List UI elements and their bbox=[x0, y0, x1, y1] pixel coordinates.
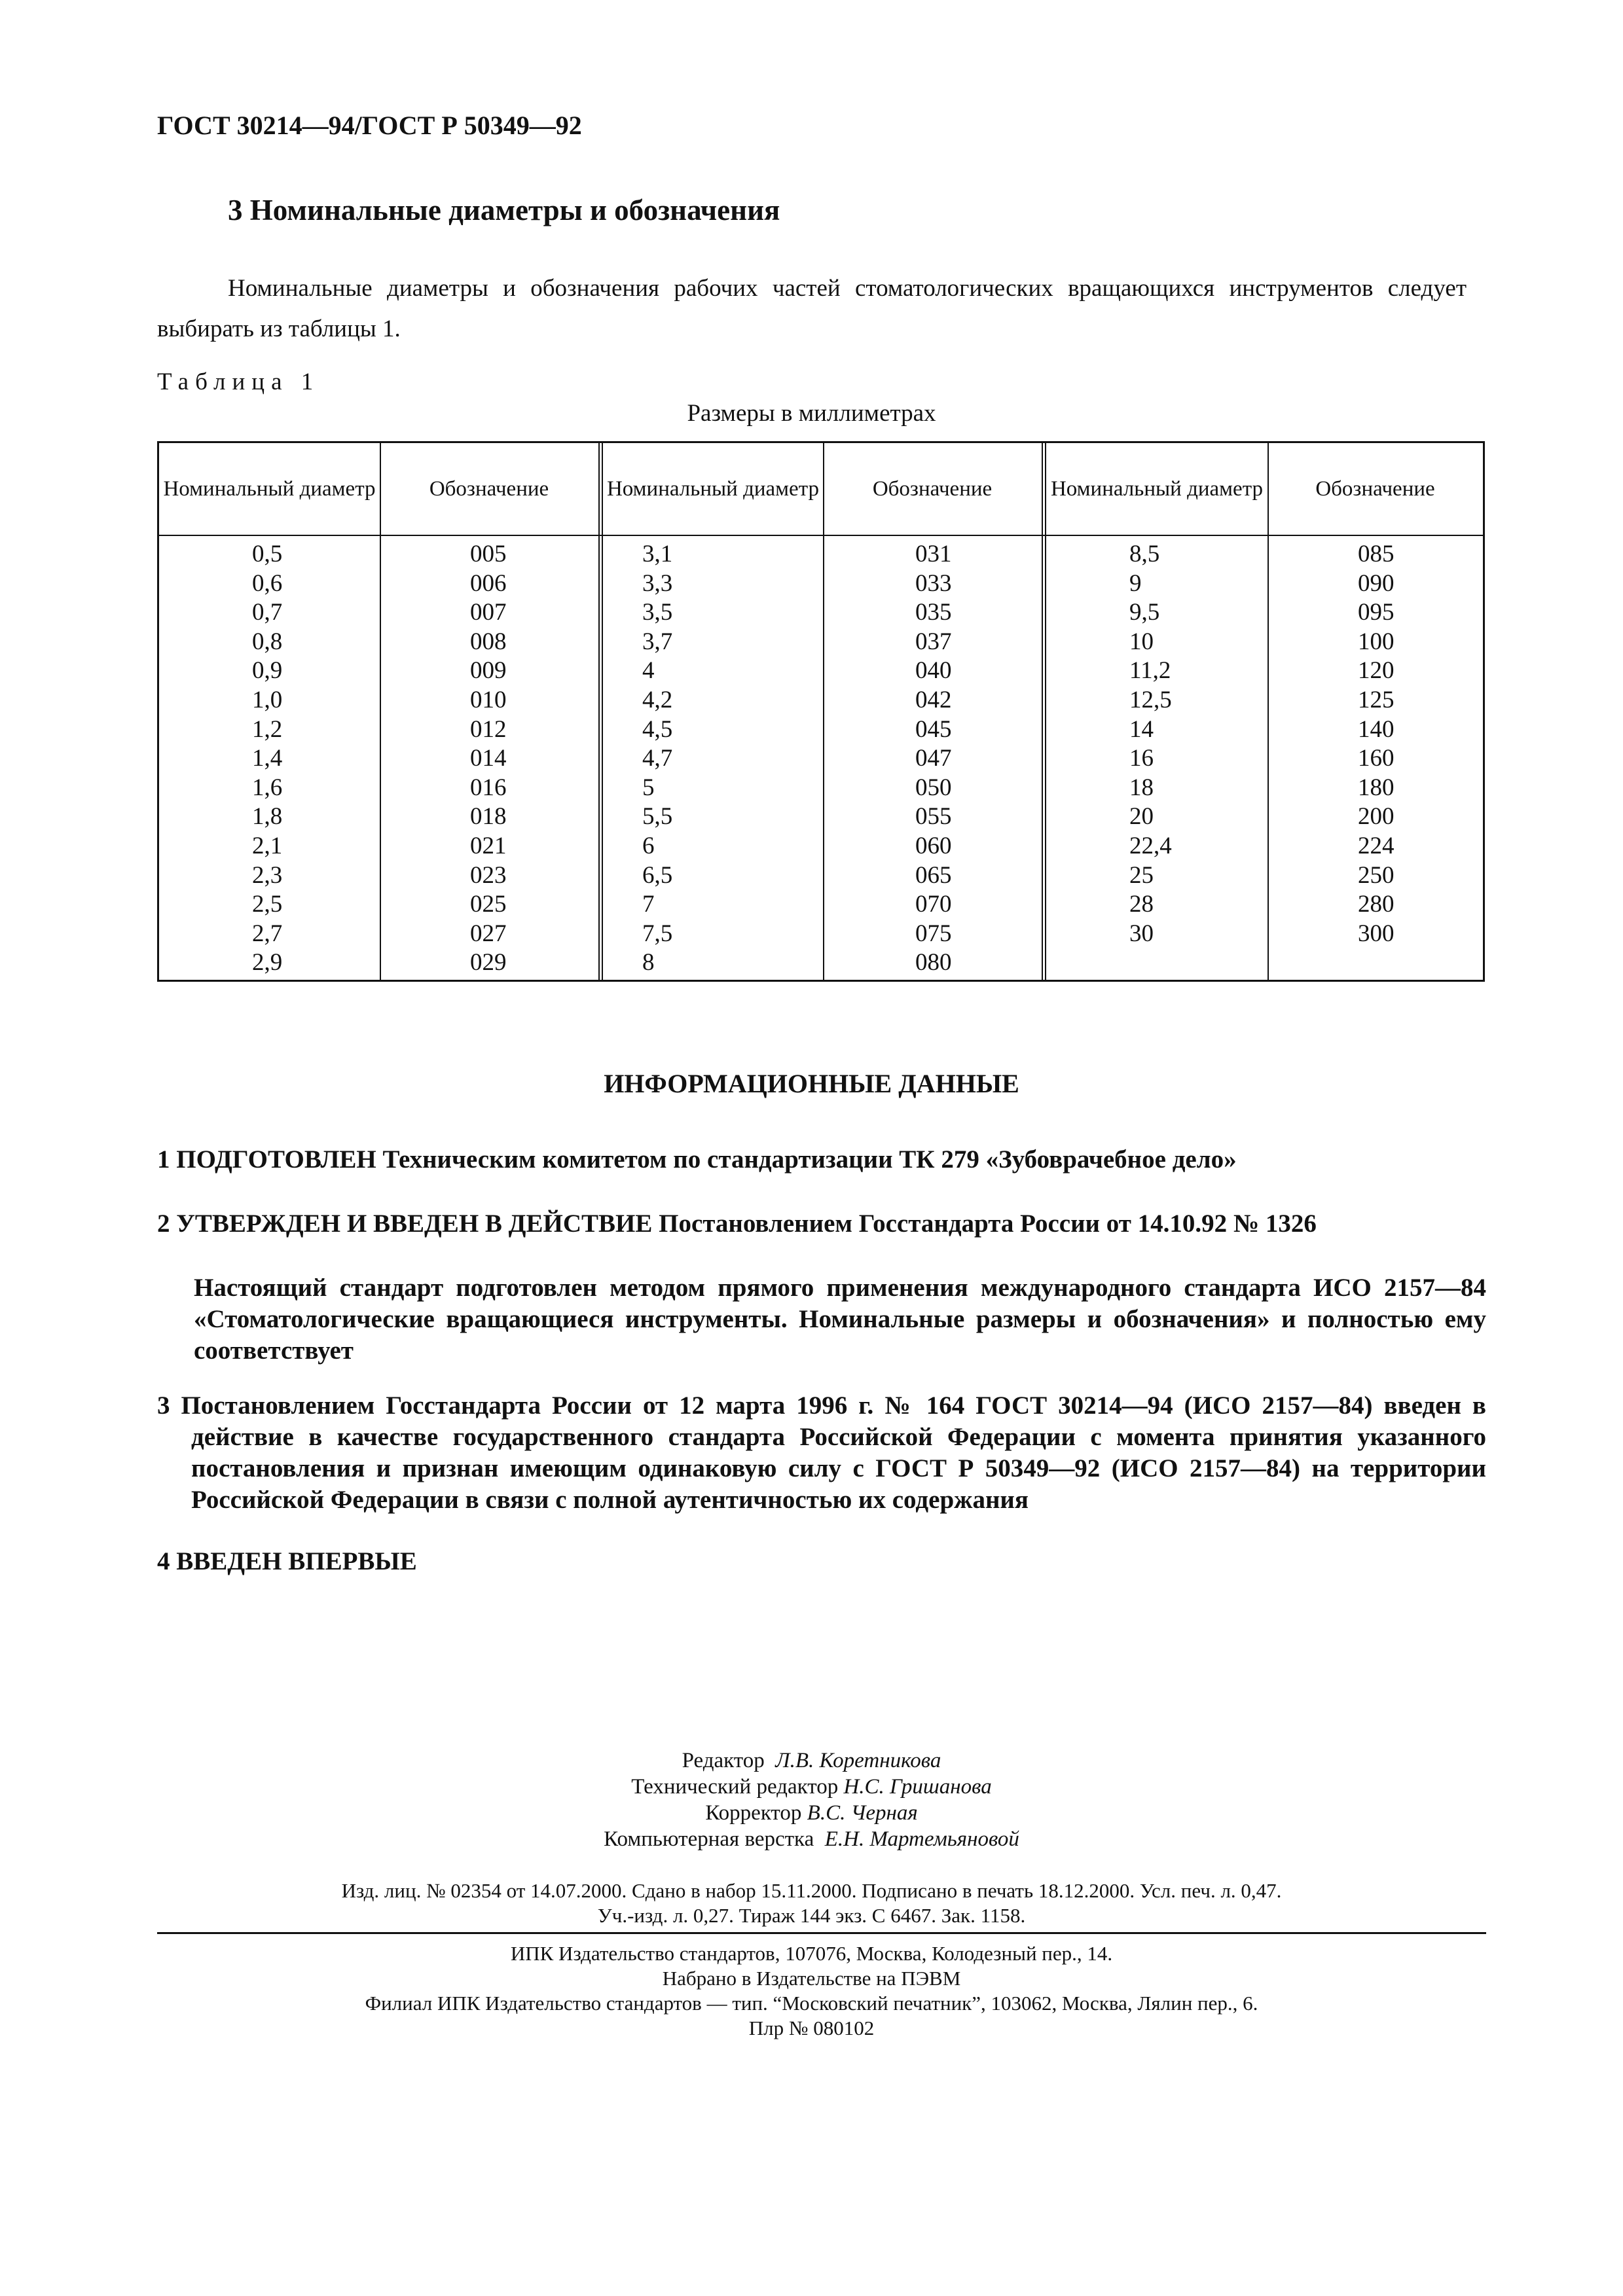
table-cell: 005 bbox=[470, 541, 507, 567]
info-item-4: 4 ВВЕДЕН ВПЕРВЫЕ bbox=[157, 1547, 417, 1575]
table-cell: 080 bbox=[915, 949, 952, 977]
table-cell: 045 bbox=[915, 715, 952, 743]
table-cell: 100 bbox=[1358, 628, 1395, 655]
table-cell: 11,2 bbox=[1129, 657, 1171, 685]
table-double-divider bbox=[1042, 443, 1046, 980]
publisher-line-4: Плр № 080102 bbox=[748, 2017, 875, 2039]
table-cell: 007 bbox=[470, 599, 507, 626]
table-cell: 042 bbox=[915, 686, 952, 713]
table-cell: 0,7 bbox=[252, 599, 283, 626]
table-cell: 0,9 bbox=[252, 657, 283, 685]
table-cell: 125 bbox=[1358, 686, 1395, 713]
table-cell: 095 bbox=[1358, 599, 1395, 626]
table-cell: 3,1 bbox=[642, 541, 673, 567]
layout-name: Е.Н. Мартемьяновой bbox=[824, 1827, 1019, 1851]
section-title: 3 Номинальные диаметры и обозначения bbox=[228, 194, 780, 226]
table-cell: 050 bbox=[915, 774, 952, 801]
table-cell: 065 bbox=[915, 861, 952, 889]
table-cell: 4,5 bbox=[642, 715, 673, 743]
diameter-column-1 bbox=[252, 540, 282, 978]
header-diameter-3: Номинальный диаметр bbox=[1050, 477, 1264, 501]
table-cell: 180 bbox=[1358, 774, 1395, 801]
table-cell: 7,5 bbox=[642, 920, 673, 947]
tech-editor-label: Технический редактор bbox=[631, 1775, 839, 1799]
table-cell: 021 bbox=[470, 832, 507, 859]
table-cell: 085 bbox=[1358, 541, 1395, 567]
table-cell: 0,8 bbox=[252, 628, 283, 655]
table-cell: 2,7 bbox=[252, 920, 283, 947]
info-item-1: 1 ПОДГОТОВЛЕН Техническим комитетом по стандартизации ТК 279 «Зубоврачебное дело» bbox=[157, 1145, 1237, 1174]
publisher-line-2: Набрано в Издательстве на ПЭВМ bbox=[662, 1967, 961, 1990]
table-cell: 3,3 bbox=[642, 569, 673, 597]
table-cell: 012 bbox=[470, 715, 507, 743]
table-cell: 16 bbox=[1129, 745, 1154, 772]
table-cell: 4 bbox=[642, 657, 655, 685]
table-cell: 4,2 bbox=[642, 686, 673, 713]
table-cell: 060 bbox=[915, 832, 952, 859]
table-cell: 1,4 bbox=[252, 745, 283, 772]
publisher-line-3: Филиал ИПК Издательство стандартов — тип. “Московский печатник”, 103062, Москва, Лялин пер., 6. bbox=[365, 1992, 1258, 2015]
table-double-divider bbox=[598, 443, 603, 980]
table-cell: 6 bbox=[642, 832, 655, 859]
code-column-2 bbox=[915, 540, 952, 978]
imprint-line-2: Уч.-изд. л. 0,27. Тираж 144 экз. С 6467. Зак. 1158. bbox=[597, 1904, 1026, 1927]
tech-editor-name: Н.С. Гришанова bbox=[843, 1775, 992, 1799]
header-code-1: Обозначение bbox=[429, 477, 549, 501]
table-cell: 28 bbox=[1129, 891, 1154, 918]
table-cell: 20 bbox=[1129, 803, 1154, 831]
table-cell: 140 bbox=[1358, 715, 1395, 743]
table-cell: 025 bbox=[470, 891, 507, 918]
table-cell: 22,4 bbox=[1129, 832, 1172, 859]
code-column-1 bbox=[470, 540, 507, 978]
code-column-3 bbox=[1358, 540, 1395, 948]
table-cell: 008 bbox=[470, 628, 507, 655]
table-cell: 120 bbox=[1358, 657, 1395, 685]
info-item-3: 3 Постановлением Госстандарта России от 12 марта 1996 г. № 164 ГОСТ 30214—94 (ИСО 2157—84) введен в действие в качестве государственного стандарта Российской Федерации с момента принятия указанного постановления и признан имеющим одинаковую силу с ГОСТ Р 50349—92 (ИСО 2157—84) на территории Российской Федерации в связи с полной аутентичностью их содержания bbox=[157, 1391, 1486, 1514]
table-cell: 055 bbox=[915, 803, 952, 831]
table-cell: 075 bbox=[915, 920, 952, 947]
table-cell: 3,5 bbox=[642, 599, 673, 626]
table-cell: 016 bbox=[470, 774, 507, 801]
info-item-2: 2 УТВЕРЖДЕН И ВВЕДЕН В ДЕЙСТВИЕ Постановлением Госстандарта России от 14.10.92 № 1326 bbox=[157, 1210, 1317, 1238]
table-cell: 7 bbox=[642, 891, 655, 918]
header-diameter-1: Номинальный диаметр bbox=[163, 477, 376, 501]
diameter-column-2 bbox=[642, 540, 672, 978]
table-cell: 300 bbox=[1358, 920, 1395, 947]
table-cell: 12,5 bbox=[1129, 686, 1172, 713]
table-cell: 5,5 bbox=[642, 803, 673, 831]
table-cell: 6,5 bbox=[642, 861, 673, 889]
table-cell: 006 bbox=[470, 569, 507, 597]
table-cell: 8 bbox=[642, 949, 655, 977]
table-cell: 010 bbox=[470, 686, 507, 713]
table-cell: 033 bbox=[915, 569, 952, 597]
table-cell: 2,3 bbox=[252, 861, 283, 889]
credits bbox=[0, 1748, 1623, 1852]
table-cell: 8,5 bbox=[1129, 541, 1160, 567]
table-cell: 0,6 bbox=[252, 569, 283, 597]
info-title: ИНФОРМАЦИОННЫЕ ДАННЫЕ bbox=[604, 1069, 1019, 1098]
header-code-3: Обозначение bbox=[1315, 477, 1435, 501]
table-cell: 224 bbox=[1358, 832, 1395, 859]
table-cell: 14 bbox=[1129, 715, 1154, 743]
document-header: ГОСТ 30214—94/ГОСТ Р 50349—92 bbox=[157, 111, 582, 140]
table-cell: 2,5 bbox=[252, 891, 283, 918]
table-caption: Таблица 1 bbox=[157, 368, 320, 395]
layout-label: Компьютерная верстка bbox=[604, 1827, 814, 1851]
table-cell: 1,2 bbox=[252, 715, 283, 743]
corrector-label: Корректор bbox=[705, 1801, 802, 1825]
publisher-info bbox=[0, 1941, 1623, 2041]
table-cell: 029 bbox=[470, 949, 507, 977]
table-cell: 9,5 bbox=[1129, 599, 1160, 626]
table-cell: 090 bbox=[1358, 569, 1395, 597]
table-cell: 3,7 bbox=[642, 628, 673, 655]
table-cell: 1,8 bbox=[252, 803, 283, 831]
table-cell: 250 bbox=[1358, 861, 1395, 889]
diameter-column-3 bbox=[1129, 540, 1172, 948]
table-cell: 014 bbox=[470, 745, 507, 772]
table-cell: 023 bbox=[470, 861, 507, 889]
table-cell: 2,1 bbox=[252, 832, 283, 859]
header-code-2: Обозначение bbox=[872, 477, 993, 501]
table-cell: 035 bbox=[915, 599, 952, 626]
table-cell: 070 bbox=[915, 891, 952, 918]
table-cell: 4,7 bbox=[642, 745, 673, 772]
table-cell: 009 bbox=[470, 657, 507, 685]
table-cell: 5 bbox=[642, 774, 655, 801]
table-cell: 027 bbox=[470, 920, 507, 947]
table-cell: 10 bbox=[1129, 628, 1154, 655]
table-cell: 0,5 bbox=[252, 541, 283, 567]
table-cell: 30 bbox=[1129, 920, 1154, 947]
publisher-line-1: ИПК Издательство стандартов, 107076, Москва, Колодезный пер., 14. bbox=[510, 1942, 1113, 1965]
table-cell: 280 bbox=[1358, 891, 1395, 918]
table-cell: 160 bbox=[1358, 745, 1395, 772]
table-cell: 18 bbox=[1129, 774, 1154, 801]
table-cell: 018 bbox=[470, 803, 507, 831]
imprint-line-1: Изд. лиц. № 02354 от 14.07.2000. Сдано в набор 15.11.2000. Подписано в печать 18.12.2000. Усл. печ. л. 0,47. bbox=[341, 1879, 1282, 1902]
table-cell: 031 bbox=[915, 541, 952, 567]
table-cell: 2,9 bbox=[252, 949, 283, 977]
table-cell: 040 bbox=[915, 657, 952, 685]
table-cell: 200 bbox=[1358, 803, 1395, 831]
table-cell: 25 bbox=[1129, 861, 1154, 889]
info-item-2-note: Настоящий стандарт подготовлен методом прямого применения международного стандарта ИСО 2157—84 «Стоматологические вращающиеся инструменты. Номинальные размеры и обозначения» и полностью ему соответствует bbox=[194, 1274, 1486, 1365]
imprint bbox=[0, 1878, 1623, 1928]
editor-name: Л.В. Коретникова bbox=[775, 1749, 941, 1772]
intro-paragraph: Номинальные диаметры и обозначения рабочих частей стоматологических вращающихся инструментов следует выбирать из таблицы 1. bbox=[157, 275, 1467, 342]
table-units: Размеры в миллиметрах bbox=[687, 400, 936, 427]
diameters-table bbox=[157, 441, 1485, 982]
table-cell: 1,0 bbox=[252, 686, 283, 713]
header-diameter-2: Номинальный диаметр bbox=[606, 477, 820, 501]
footer-rule bbox=[157, 1932, 1486, 1934]
table-cell: 9 bbox=[1129, 569, 1142, 597]
table-cell: 047 bbox=[915, 745, 952, 772]
table-cell: 1,6 bbox=[252, 774, 283, 801]
editor-label: Редактор bbox=[682, 1749, 765, 1772]
table-header-rule bbox=[159, 535, 1483, 536]
table-cell: 037 bbox=[915, 628, 952, 655]
corrector-name: В.С. Черная bbox=[807, 1801, 918, 1825]
